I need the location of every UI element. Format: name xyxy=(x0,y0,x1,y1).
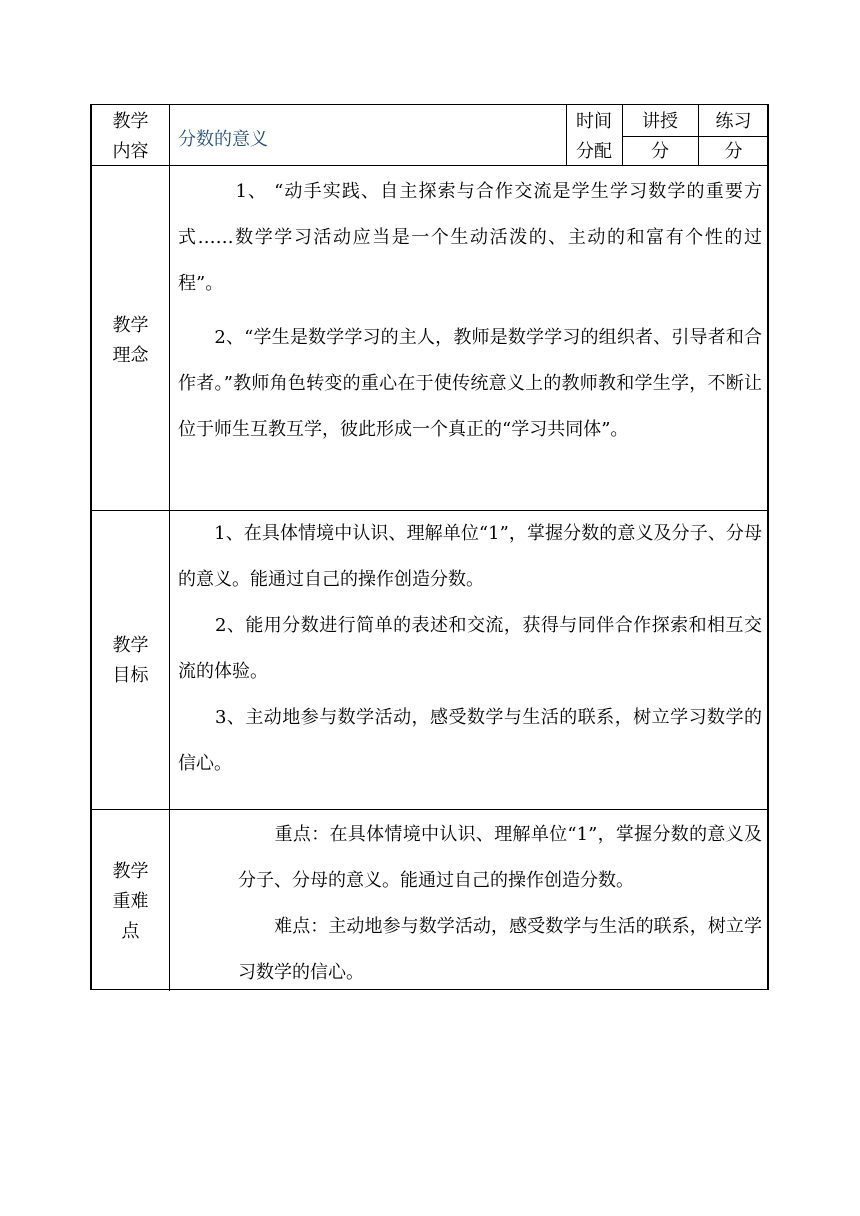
objectives-text xyxy=(178,511,762,787)
objective-item-2: 2、能用分数进行简单的表述和交流，获得与同伴合作探索和相互交流的体验。 xyxy=(178,615,762,682)
objective-item-1: 1、在具体情境中认识、理解单位“1”，掌握分数的意义及分子、分母的意义。能通过自己的操作创造分数。 xyxy=(178,523,762,590)
lecture-time-label: 讲授 分 xyxy=(642,111,678,162)
philosophy-text xyxy=(178,169,762,453)
content-label: 教学 内容 xyxy=(112,111,149,162)
philosophy-paragraph-1: 1、 “动手实践、自主探索与合作交流是学生学习数学的重要方式……数学学习活动应当是一个生动活泼的、主动的和富有个性的过程”。 xyxy=(178,181,762,294)
key-points-text xyxy=(238,812,762,996)
column-divider xyxy=(169,105,170,991)
difficult-point: 难点：主动地参与数学活动，感受数学与生活的联系，树立学习数学的信心。 xyxy=(238,916,762,983)
philosophy-paragraph-2: 2、“学生是数学学习的主人，教师是数学学习的组织者、引导者和合作者。”教师角色转变的重心在于使传统意义上的教师教和学生学，不断让位于师生互教互学，彼此形成一个真正的“学习共同体”。 xyxy=(178,327,762,440)
time-allocation-label: 时间 分配 xyxy=(576,111,612,162)
practice-time-label: 练习 分 xyxy=(715,111,752,162)
objective-item-3: 3、主动地参与数学活动，感受数学与生活的联系，树立学习数学的信心。 xyxy=(178,707,762,774)
lesson-plan-table xyxy=(90,104,769,990)
lesson-topic: 分数的意义 xyxy=(178,129,268,150)
row-divider xyxy=(92,809,769,810)
objectives-label: 教学 目标 xyxy=(112,635,149,686)
key-points-label: 教学 重难 点 xyxy=(112,861,149,942)
philosophy-label: 教学 理念 xyxy=(112,315,149,366)
key-point: 重点：在具体情境中认识、理解单位“1”，掌握分数的意义及分子、分母的意义。能通过自己的操作创造分数。 xyxy=(238,824,762,891)
